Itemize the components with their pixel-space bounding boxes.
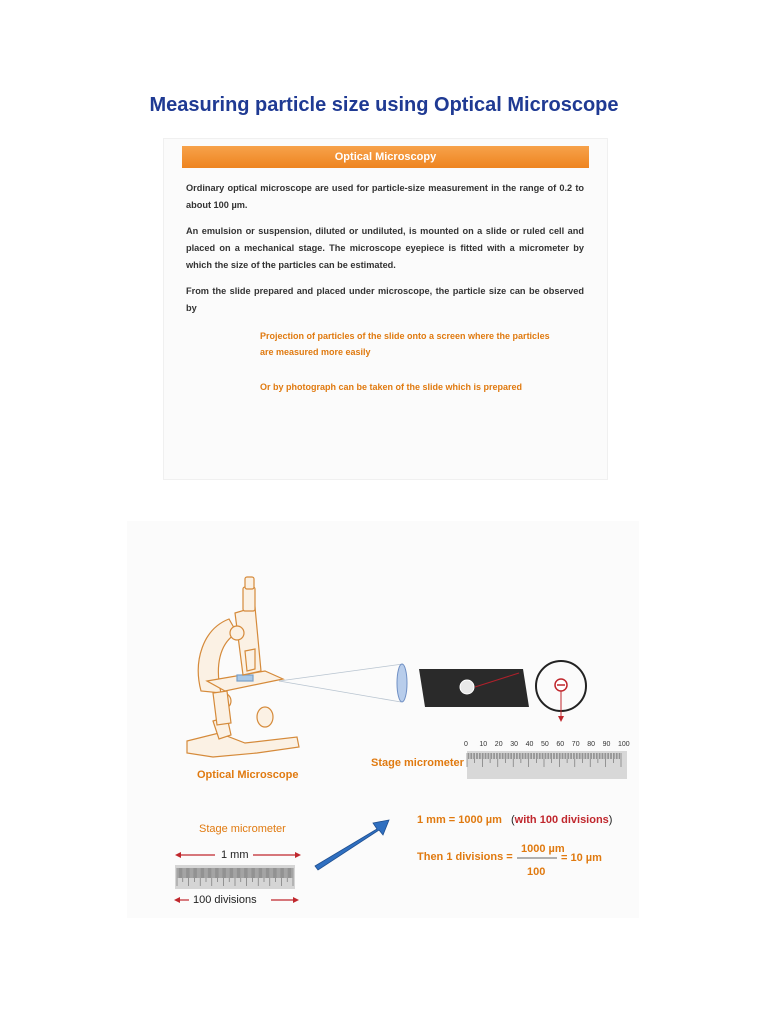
scale-tick-label: 10 <box>479 741 488 748</box>
stage-micrometer-caption: Stage micrometer <box>199 823 286 835</box>
paragraph-range: Ordinary optical microscope are used for particle-size measurement in the range of 0.2 to about 100 µm. <box>186 183 584 210</box>
page-title: Measuring particle size using Optical Microscope <box>149 94 619 116</box>
scale-tick-label: 60 <box>556 741 565 748</box>
scale-tick-label: 20 <box>494 741 503 748</box>
scale-tick-label: 30 <box>510 741 518 748</box>
scale-tick-label: 100 <box>618 741 630 748</box>
microscope-illustration <box>187 577 299 757</box>
optical-microscope-label: Optical Microscope <box>197 769 299 781</box>
photograph-point: Or by photograph can be taken of the slide which is prepared <box>260 382 523 392</box>
slide-header: Optical Microscopy <box>182 146 589 168</box>
paragraph-observation: From the slide prepared and placed under microscope, the particle size can be observed by <box>186 286 584 313</box>
division-numerator: 1000 µm <box>521 843 565 855</box>
division-denominator: 100 <box>527 866 546 878</box>
scale-tick-label: 90 <box>602 741 611 748</box>
scale-tick-label: 70 <box>571 741 580 748</box>
blue-arrow <box>315 820 389 870</box>
projection-point: Projection of particles of the slide onto a screen where the particles are measured more easily <box>260 331 550 357</box>
small-micrometer-scale <box>175 865 295 889</box>
scale-tick-label: 50 <box>541 741 549 748</box>
scale-tick-label: 0 <box>464 741 468 748</box>
divisions-note: with 100 divisions <box>514 814 609 826</box>
optical-microscopy-slide <box>163 138 608 480</box>
paren-open: ( <box>510 814 515 826</box>
conversion-equation <box>417 814 612 826</box>
stage-micrometer-label: Stage micrometer <box>371 757 464 769</box>
paren-close: ) <box>608 814 613 826</box>
scale-tick-label: 80 <box>587 741 595 748</box>
stage-micrometer-scale <box>467 751 627 779</box>
paragraph-emulsion: An emulsion or suspension, diluted or undiluted, is mounted on a slide or ruled cell and placed on a mechanical stage. The microscope eyepiece is fitted with a micrometer by which the size of the particles can be estimated. <box>186 226 584 270</box>
hundred-divisions-label: 100 divisions <box>193 894 257 906</box>
conversion-text: 1 mm = 1000 µm <box>417 814 502 826</box>
division-result: = 10 µm <box>561 852 602 864</box>
one-mm-label: 1 mm <box>221 849 249 861</box>
scale-tick-label: 40 <box>525 741 534 748</box>
division-equation-prefix: Then 1 divisions = <box>417 851 513 863</box>
microscope-diagram-slide <box>127 521 639 918</box>
lens <box>397 664 407 702</box>
